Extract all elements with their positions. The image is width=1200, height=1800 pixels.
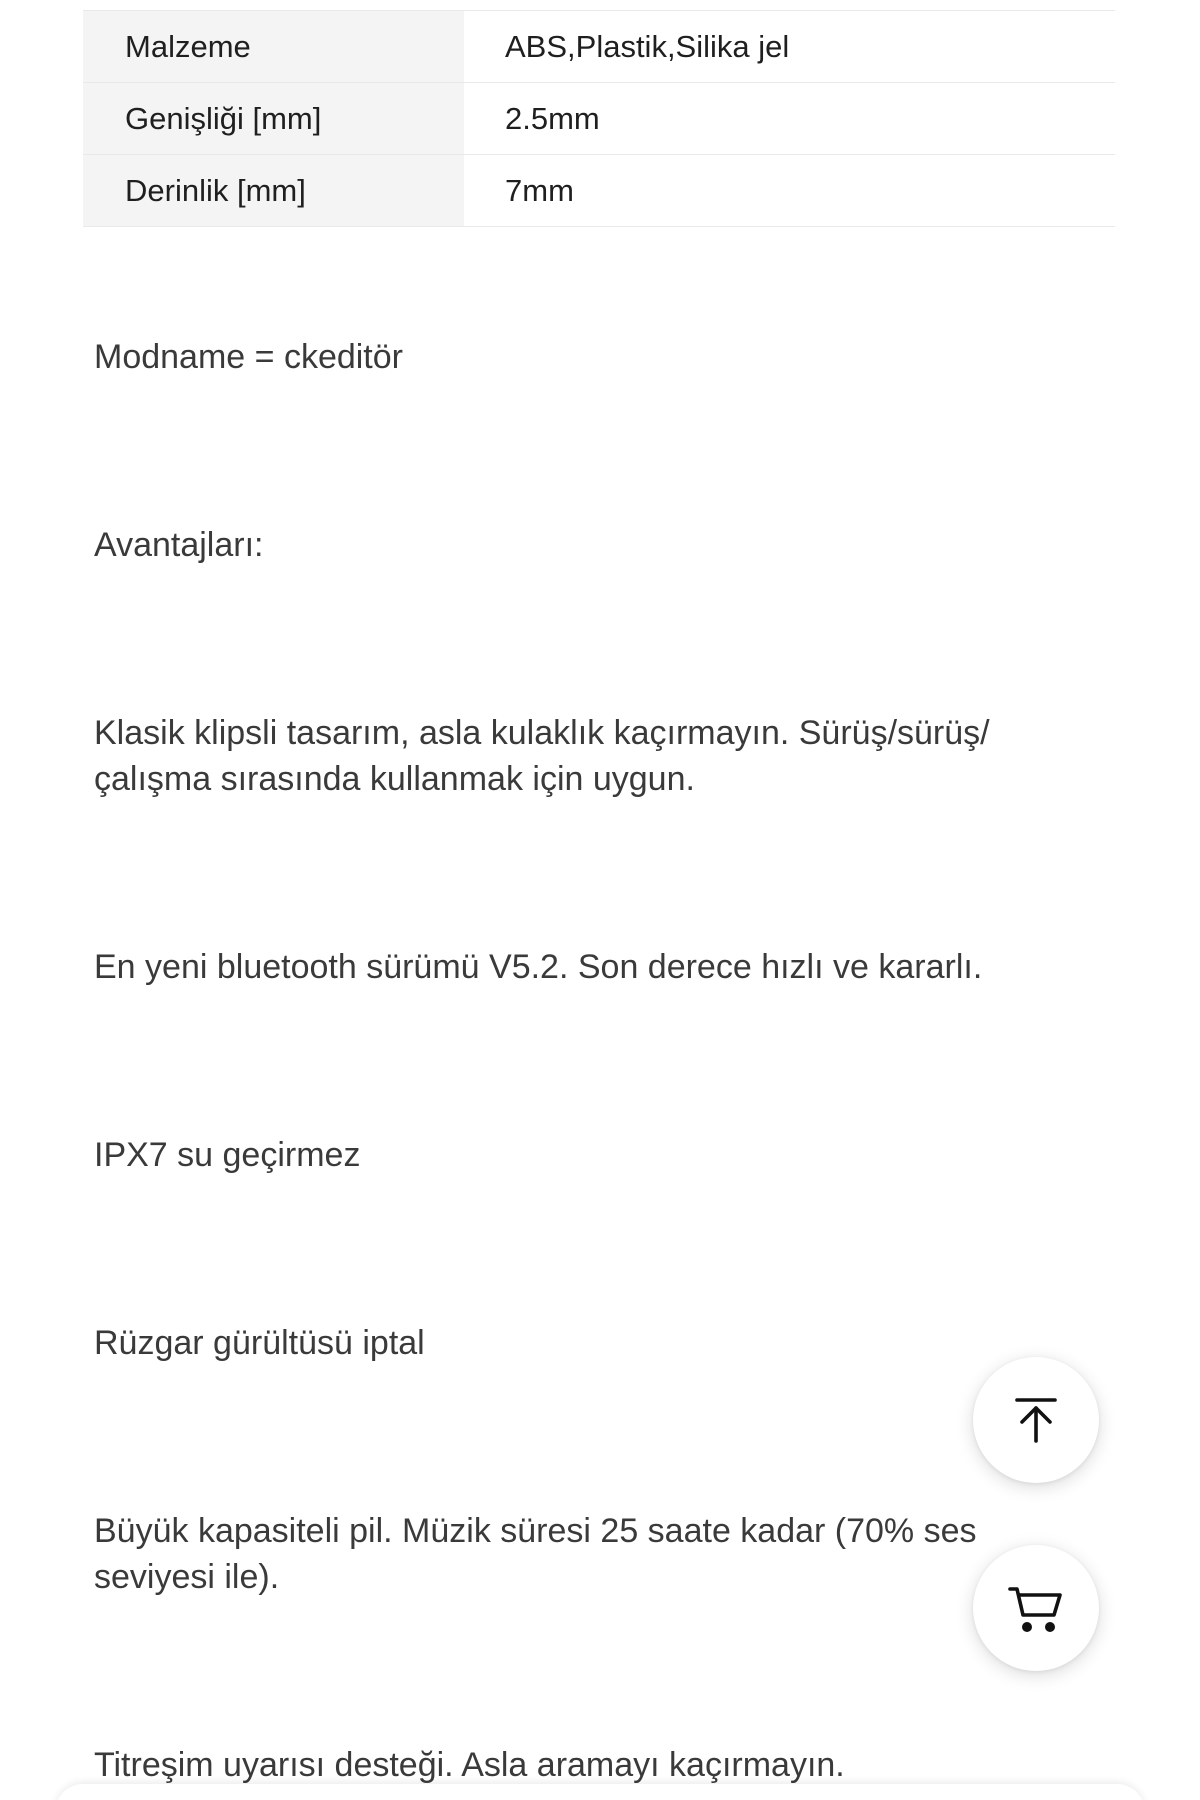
spec-row-width — [83, 83, 1115, 155]
cart-button[interactable] — [973, 1545, 1099, 1671]
spec-table — [83, 10, 1115, 227]
modname-text: Modname = ckeditör — [94, 338, 403, 376]
feature-noise-cancel: Rüzgar gürültüsü iptal — [94, 1324, 425, 1362]
spec-value: ABS,Plastik,Silika jel — [505, 28, 790, 64]
scroll-to-top-button[interactable] — [973, 1357, 1099, 1483]
shopping-cart-icon — [1006, 1581, 1066, 1635]
spec-row-depth — [83, 155, 1115, 227]
feature-vibration: Titreşim uyarısı desteği. Asla aramayı kaçırmayın. — [94, 1746, 845, 1784]
spec-label: Derinlik [mm] — [83, 155, 464, 226]
feature-waterproof: IPX7 su geçirmez — [94, 1136, 361, 1174]
advantages-heading: Avantajları: — [94, 526, 264, 564]
feature-clip-design: Klasik klipsli tasarım, asla kulaklık kaçırmayın. Sürüş/sürüş/ çalışma sırasında kullanmak için uygun. — [94, 714, 990, 798]
spec-label: Genişliği [mm] — [83, 83, 464, 154]
bottom-sheet-edge — [55, 1784, 1145, 1800]
spec-label: Malzeme — [83, 11, 464, 82]
spec-value: 2.5mm — [505, 100, 600, 136]
feature-bluetooth: En yeni bluetooth sürümü V5.2. Son derece hızlı ve kararlı. — [94, 948, 983, 986]
arrow-up-to-top-icon — [1011, 1395, 1061, 1445]
spec-value: 7mm — [505, 172, 574, 208]
feature-battery: Büyük kapasiteli pil. Müzik süresi 25 saate kadar (70% ses seviyesi ile). — [94, 1512, 977, 1596]
spec-row-material — [83, 11, 1115, 83]
